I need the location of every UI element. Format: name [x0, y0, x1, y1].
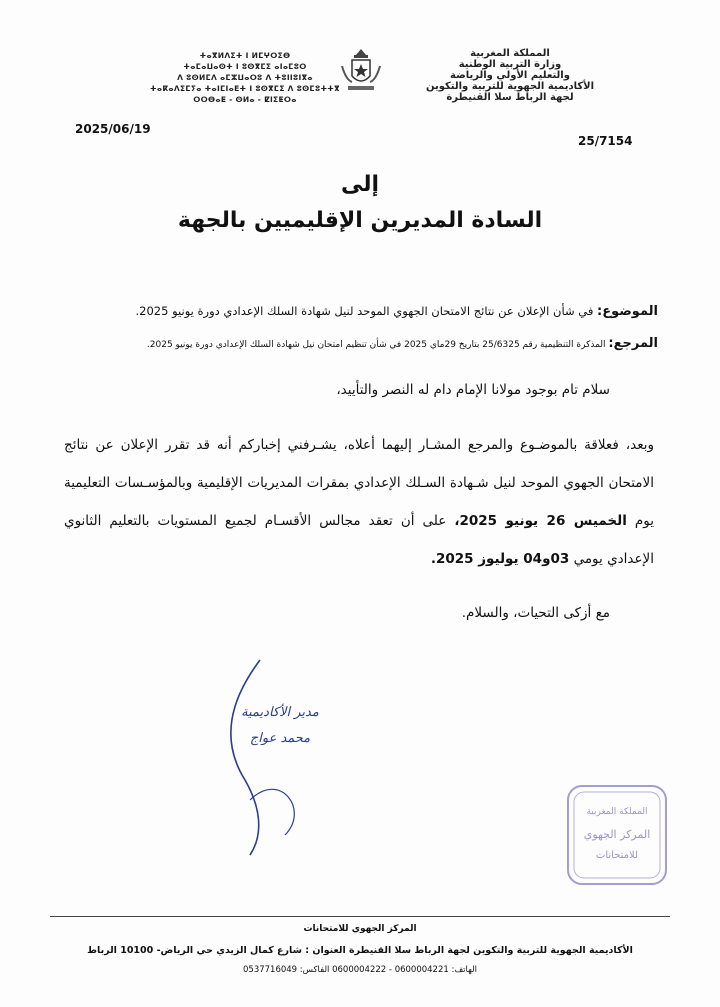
stamp-line: المركز الجهوي — [583, 828, 651, 841]
letter-date: 2025/06/19 — [75, 122, 151, 136]
signature-scribble — [190, 650, 390, 860]
footer-address: الأكاديمية الجهوية للتربية والتكوين لجهة الرباط سلا القنيطرة العنوان : شارع كمال الزيدي حي الرياض- 10100 الرباط — [87, 945, 633, 956]
subject-line — [58, 303, 658, 320]
official-stamp — [562, 780, 672, 890]
body-date-bold2: 03و04 يوليوز 2025. — [430, 551, 570, 567]
signature-block — [200, 700, 360, 752]
header-tifinagh-line: ⴷ ⵓⵙⵍⵎⴷ ⴰⵎⵣⵡⴰⵔⵓ ⴷ ⵜⵓⵏⵏⵓⵏⴳⴰ — [177, 73, 313, 82]
signature-title: مدير الأكاديمية — [241, 705, 319, 720]
reference-label: المرجع: — [608, 336, 658, 351]
header-tifinagh-block — [150, 50, 340, 105]
header-tifinagh-line: ⵜⴰⴽⴰⴷⵉⵎⵢⴰ ⵜⴰⵏⵎⵏⴰⴹⵜ ⵏ ⵓⵙⴳⵎⵉ ⴷ ⵓⵙⵎⵓⵜⵜⴳ — [150, 84, 340, 93]
body-text-part1: وبعد، فعلاقة بالموضـوع والمرجع المشـار إليهما أعلاه، يشـرفني إخباركم أنه قد تقرر الإعلان عن نتائج الامتحان الجهوي الموحد لنيل شـهادة السـلك الإعدادي بمقرات المديريات الإقليمية وبالمؤسـسات التعليمية يوم — [64, 437, 654, 529]
footer-center-name: المركز الجهوي للامتحانات — [303, 924, 417, 934]
header-tifinagh-line: ⵜⴰⴳⵍⴷⵉⵜ ⵏ ⵍⵎⵖⵔⵉⴱ — [199, 51, 291, 60]
reference-line — [58, 337, 658, 352]
letter-reference-number: 25/7154 — [578, 134, 633, 148]
header-arabic-block — [410, 48, 610, 103]
body-paragraph — [64, 426, 654, 578]
header-arabic-line: والتعليم الأولي والرياضة — [450, 70, 570, 81]
stamp-line: للامتحانات — [595, 850, 639, 861]
greeting: سلام تام بوجود مولانا الإمام دام له النصر والتأييد، — [336, 382, 610, 398]
footer-divider — [50, 916, 670, 917]
body-text-part2: على أن تعقد مجالس الأقسـام لجميع المستويات بالتعليم الثانوي الإعدادي يومي — [64, 513, 654, 567]
header-arabic-line: وزارة التربية الوطنية — [458, 59, 562, 70]
reference-text: المذكرة التنظيمية رقم 25/6325 بتاريخ 29ماي 2025 في شأن تنظيم امتحان نيل شهادة السلك الإعدادي دورة يونيو 2025. — [146, 340, 609, 350]
subject-label: الموضوع: — [597, 304, 658, 319]
footer-contact: الهاتف: 0600004221 - 0600004222 الفاكس: 0537716049 — [243, 965, 477, 975]
signature-name: محمد عواج — [249, 731, 311, 746]
closing-line: مع أزكى التحيات، والسلام. — [461, 605, 610, 621]
addressee-to: إلى — [340, 172, 380, 197]
coat-of-arms-emblem — [336, 46, 386, 96]
body-date-bold1: الخميس 26 يونيو 2025، — [454, 513, 627, 529]
stamp-line: المملكة المغربية — [586, 807, 648, 817]
header-arabic-line: لجهة الرباط سلا القنيطرة — [446, 92, 574, 103]
header-arabic-line: المملكة المغربية — [470, 48, 550, 59]
subject-text: في شأن الإعلان عن نتائج الامتحان الجهوي الموحد لنيل شهادة السلك الإعدادي دورة يونيو 2025. — [135, 304, 597, 318]
header-tifinagh-line: ⵜⴰⵎⴰⵡⴰⵙⵜ ⵏ ⵓⵙⴳⵎⵉ ⴰⵏⴰⵎⵓⵔ — [183, 62, 307, 71]
header-tifinagh-line: ⵔⵔⴱⴰⵟ - ⵙⵍⴰ - ⵇⵏⵉⵟⵔⴰ — [193, 95, 297, 104]
addressee-recipient: السادة المديرين الإقليميين بالجهة — [177, 208, 543, 233]
header-arabic-line: الأكاديمية الجهوية للتربية والتكوين — [425, 81, 595, 92]
